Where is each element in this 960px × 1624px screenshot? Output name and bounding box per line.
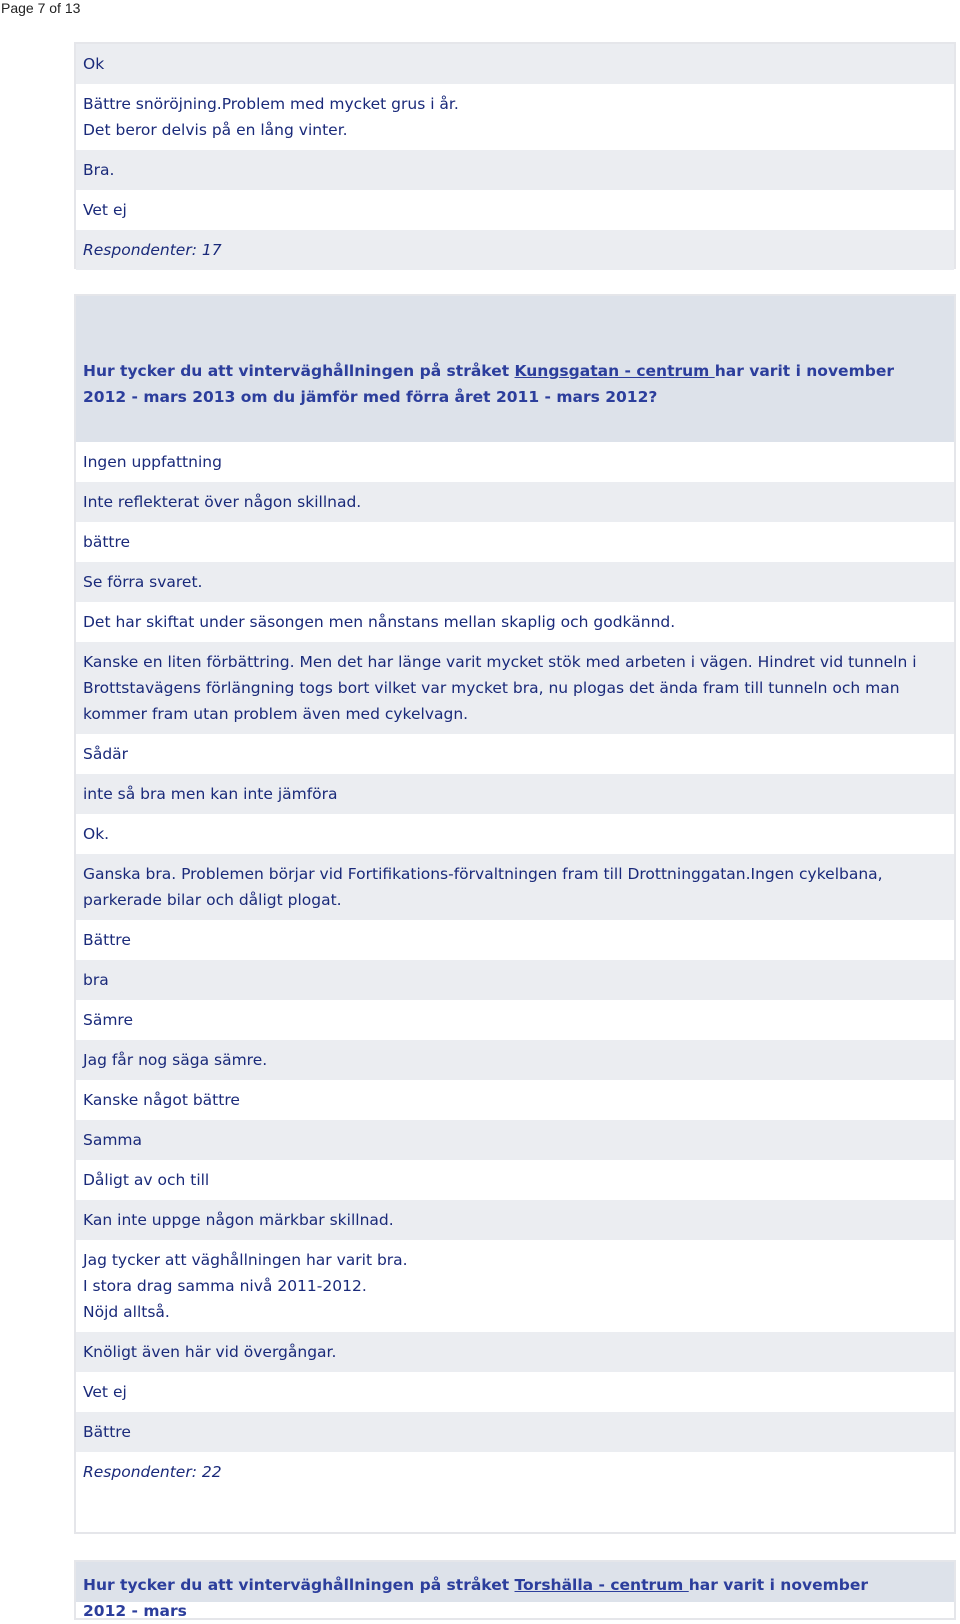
question-heading [76,296,954,442]
response-block-torshalla [74,1560,956,1620]
answer-row: Ingen uppfattning [83,453,222,471]
answer-row: Knöligt även här vid övergångar. [76,1332,954,1372]
answer-row: Jag tycker att väghållningen har varit bra. I stora drag samma nivå 2011-2012. Nöjd alltså. [83,1251,408,1321]
response-block-kungsgatan [74,294,956,1534]
answer-row: Ok [76,44,954,84]
respondent-count: Respondenter: 17 [76,230,954,270]
answer-row: Bättre snöröjning.Problem med mycket grus i år. Det beror delvis på en lång vinter. [83,95,459,139]
answer-row: Se förra svaret. [76,562,954,602]
answer-row: Ganska bra. Problemen börjar vid Fortifikations-förvaltningen fram till Drottninggatan.Ingen cykelbana, parkerade bilar och dåligt plogat. [76,854,954,920]
question-text-rest: har varit i november 2012 - mars [83,1576,869,1620]
answer-row: Samma [76,1120,954,1160]
answer-row: Bättre [76,1412,954,1452]
page-number: Page 7 of 13 [1,0,81,16]
answer-row: Sådär [83,745,129,763]
question-text: Hur tycker du att vinterväghållningen på stråket [83,362,515,380]
answer-row: Kan inte uppge någon märkbar skillnad. [76,1200,954,1240]
answer-row: Dåligt av och till [83,1171,210,1189]
answer-row: bra [76,960,954,1000]
answer-row: Ok. [83,825,110,843]
answer-row: Det har skiftat under säsongen men nånstans mellan skaplig och godkännd. [83,613,676,631]
response-block-previous [74,42,956,269]
route-link[interactable]: Torshälla - centrum [514,1576,689,1594]
question-text-rest: har varit i november 2012 - mars 2013 om du jämför med förra året 2011 - mars 2012? [83,362,894,406]
respondent-count: Respondenter: 22 [83,1463,222,1481]
answer-row: Kanske något bättre [83,1091,240,1109]
question-text: Hur tycker du att vinterväghållningen på stråket [83,1576,515,1594]
answer-row: Vet ej [83,1383,127,1401]
answer-row: Vet ej [83,201,127,219]
answer-row: inte så bra men kan inte jämföra [76,774,954,814]
answer-row: bättre [83,533,131,551]
answer-row: Jag får nog säga sämre. [76,1040,954,1080]
answer-row: Inte reflekterat över någon skillnad. [76,482,954,522]
question-heading [76,1562,954,1620]
answer-row: Bättre [83,931,131,949]
route-link[interactable]: Kungsgatan - centrum [514,362,715,380]
answer-row: Kanske en liten förbättring. Men det har länge varit mycket stök med arbeten i vägen. Hindret vid tunneln i Brottstavägens förlängning togs bort vilket var mycket bra, nu plogas det ända fram till tunneln och man kommer fram utan problem även med cykelvagn. [76,642,954,734]
answer-row: Sämre [83,1011,134,1029]
answer-row: Bra. [76,150,954,190]
